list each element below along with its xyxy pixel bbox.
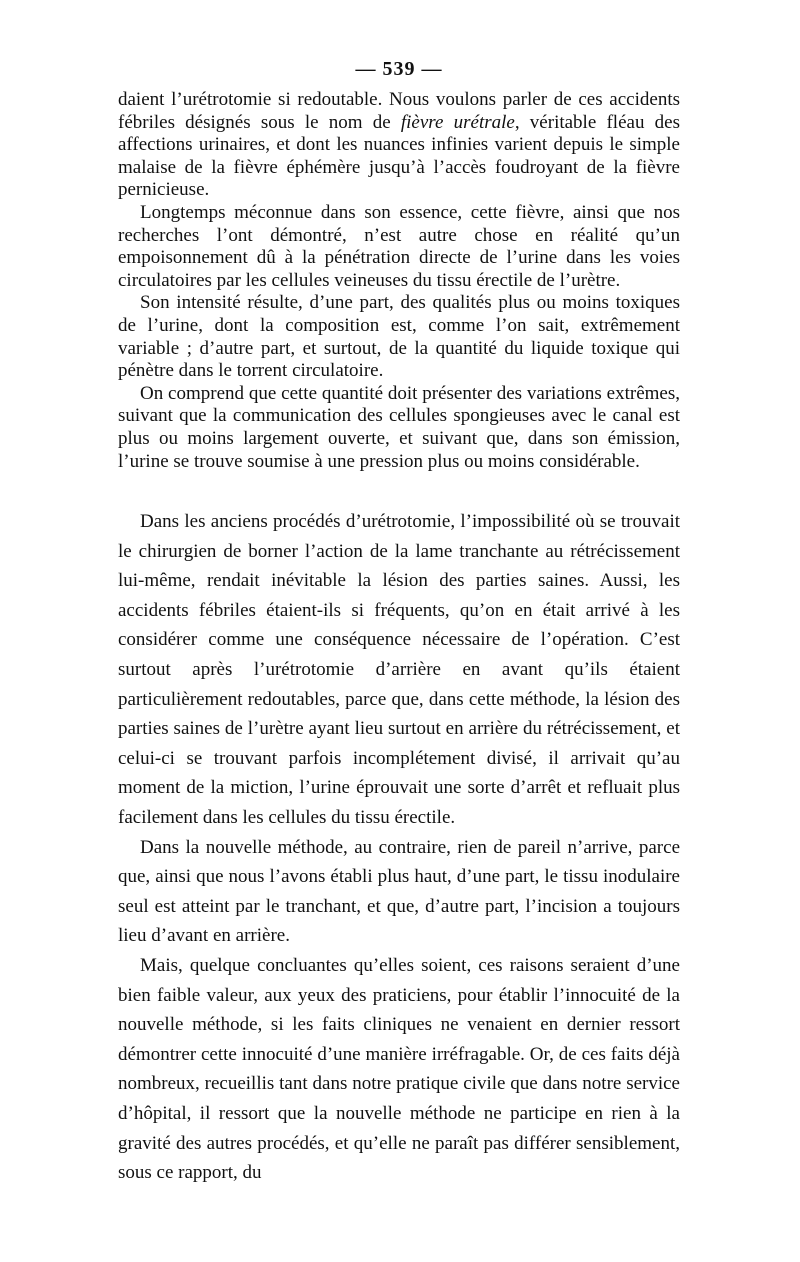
section-fever <box>118 89 680 473</box>
paragraph: Dans la nouvelle méthode, au contraire, rien de pareil n’arrive, parce que, ainsi que nous l’avons établi plus haut, d’une part, le tissu inodulaire seul est atteint par le tranchant, et que, d’autre part, l’incision a toujours lieu d’avant en arrière. <box>118 836 680 947</box>
section-gap <box>118 473 680 507</box>
paragraph: Dans les anciens procédés d’urétrotomie, l’impossibilité où se trouvait le chirurgien de borner l’action de la lame tranchante au rétrécissement lui-même, rendait inévitable la lésion des parties saines. Aussi, les accidents fébriles étaient-ils si fréquents, qu’on en était arrivé à les considérer comme une conséquence nécessaire de l’opération. C’est surtout après l’urétrotomie d’arrière en avant qu’ils étaient particulièrement redoutables, parce que, dans cette méthode, la lésion des parties saines de l’urètre ayant lieu surtout en arrière du rétrécissement, et celui-ci se trouvant parfois incomplétement divisé, il arrivait qu’au moment de la miction, l’urine éprouvait une sorte d’arrêt et refluait plus facilement dans les cellules du tissu érectile. <box>118 511 680 829</box>
section-procedures <box>118 507 680 1188</box>
book-page <box>118 58 680 1188</box>
paragraph-continuation <box>118 89 680 202</box>
paragraph: Longtemps méconnue dans son essence, cette fièvre, ainsi que nos recherches l’ont démontré, n’est autre chose en réalité qu’un empoisonnement dû à la pénétration directe de l’urine dans les voies circulatoires par les cellules veineuses du tissu érectile de l’urètre. <box>118 201 680 291</box>
paragraph: Son intensité résulte, d’une part, des qualités plus ou moins toxiques de l’urine, dont la composition est, comme l’on sait, extrêmement variable ; d’autre part, et surtout, de la quantité du liquide toxique qui pénètre dans le torrent circulatoire. <box>118 292 680 382</box>
paragraph-text: daient l’urétrotomie si redoutable. Nous voulons parler de ces accidents fébriles désignés sous le nom de <box>118 89 680 133</box>
paragraph: Mais, quelque concluantes qu’elles soient, ces raisons seraient d’une bien faible valeur, aux yeux des praticiens, pour établir l’innocuité de la nouvelle méthode, si les faits cliniques ne venaient en dernier ressort démontrer cette innocuité d’une manière irréfragable. Or, de ces faits déjà nombreux, recueillis tant dans notre pratique civile que dans notre service d’hôpital, il ressort que la nouvelle méthode ne participe en rien à la gravité des autres procédés, et qu’elle ne paraît pas différer sensiblement, sous ce rapport, du <box>118 955 680 1184</box>
page-number: — 539 — <box>355 58 443 80</box>
italic-term: fièvre urétrale <box>400 111 515 133</box>
paragraph: On comprend que cette quantité doit présenter des variations extrêmes, suivant que la communication des cellules spongieuses avec le canal est plus ou moins largement ouverte, et suivant que, dans son émission, l’urine se trouve soumise à une pression plus ou moins considérable. <box>118 382 680 472</box>
paragraph-text: , véritable fléau des affections urinaires, et dont les nuances infinies varient depuis le simple malaise de la fièvre éphémère jusqu’à l’accès foudroyant de la fièvre pernicieuse. <box>118 111 680 201</box>
